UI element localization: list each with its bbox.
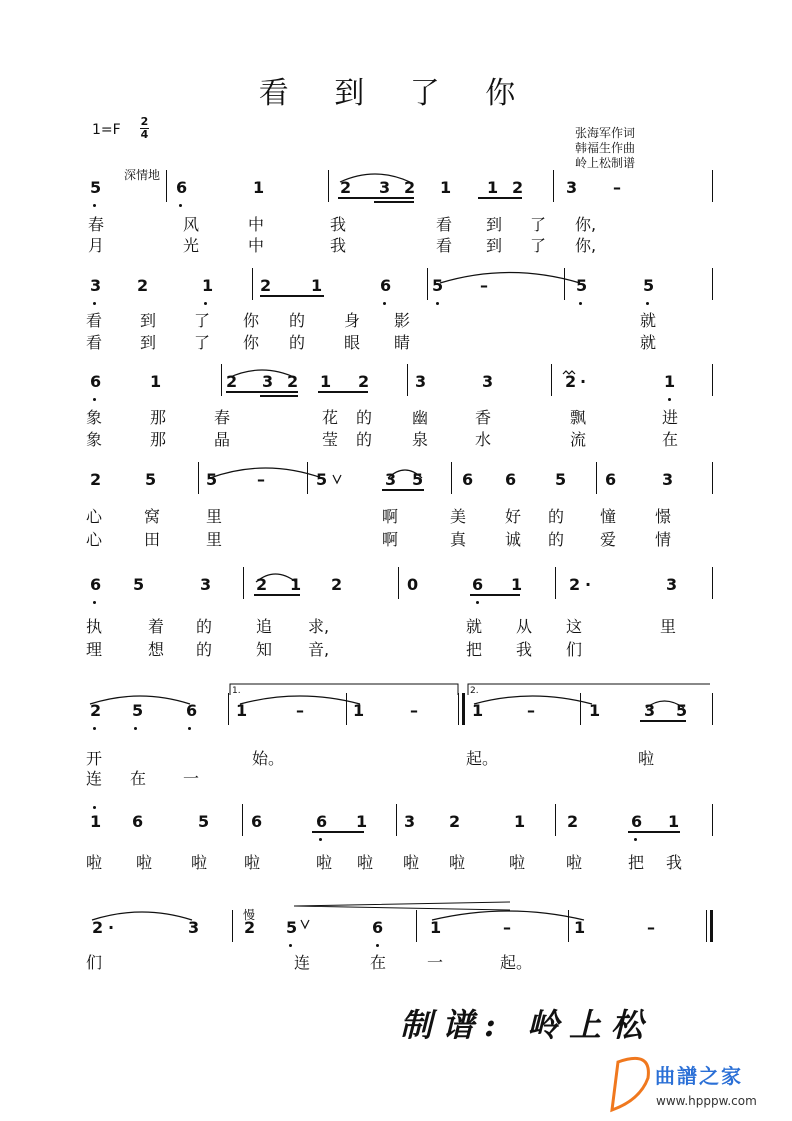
lyric-verse-2: 你,	[575, 236, 597, 255]
note: 3	[188, 918, 200, 937]
note: 6	[90, 575, 102, 594]
lyric-verse-2: 莹	[322, 430, 339, 449]
note: 6	[631, 812, 643, 831]
note: 5	[576, 276, 588, 295]
note: 3	[662, 470, 674, 489]
note: 6	[176, 178, 188, 197]
lyric-verse-1: 啦	[136, 853, 153, 872]
lyric-verse-2: 象	[86, 430, 103, 449]
lyric-verse-2: 里	[206, 530, 223, 549]
lyric-verse-1: 象	[86, 408, 103, 427]
lyric-verse-2: 把	[466, 640, 483, 659]
note: 5	[676, 701, 688, 720]
note: 5	[286, 918, 298, 937]
note: 1	[253, 178, 265, 197]
lyric-verse-1: 花	[322, 408, 339, 427]
note: 2	[137, 276, 149, 295]
note: 2	[90, 701, 102, 720]
lyric-verse-1: 啦	[403, 853, 420, 872]
lyric-verse-2: 流	[570, 430, 587, 449]
note: 1	[353, 701, 365, 720]
lyric-verse-1: 啦	[509, 853, 526, 872]
note: 1	[589, 701, 601, 720]
composer-credit: 韩福生作曲	[575, 141, 636, 155]
lyric-verse-1: 幽	[412, 408, 429, 427]
lyric-verse-2: 就	[640, 333, 657, 352]
note: 5	[643, 276, 655, 295]
note: –	[296, 701, 304, 720]
note: 1	[430, 918, 442, 937]
note: 1	[511, 575, 523, 594]
note: –	[613, 178, 621, 197]
note: 6	[316, 812, 328, 831]
lyric-verse-2: 知	[256, 640, 273, 659]
lyric-verse-2: 月	[88, 236, 105, 255]
note: 1	[668, 812, 680, 831]
note: 1	[150, 372, 162, 391]
lyric-verse-2: 情	[655, 530, 672, 549]
tempo-marking: 深情地	[124, 168, 161, 182]
note: –	[503, 918, 511, 937]
lyric-verse-2: 我	[330, 236, 347, 255]
lyric-verse-2: 在	[130, 769, 147, 788]
lyric-verse-1: 啦	[86, 853, 103, 872]
note: 6	[472, 575, 484, 594]
lyric-verse-2: 的	[356, 430, 373, 449]
lyric-verse-2: 晶	[214, 430, 231, 449]
lyric-verse-2: 一	[183, 769, 200, 788]
lyric-verse-1: 春	[88, 215, 105, 234]
lyric-verse-1: 把	[628, 853, 645, 872]
note: 2	[449, 812, 461, 831]
note: 6	[380, 276, 392, 295]
note: ·	[108, 918, 115, 937]
lyric-verse-2: 你	[243, 333, 260, 352]
lyric-verse-1: 窝	[144, 507, 161, 526]
note: 3	[379, 178, 391, 197]
lyric-verse-2: 水	[475, 430, 492, 449]
lyric-verse-2: 们	[566, 640, 583, 659]
lyric-verse-1: 中	[248, 215, 265, 234]
lyric-verse-1: 这	[566, 617, 583, 636]
lyric-verse-2: 看	[436, 236, 453, 255]
note: 1	[90, 812, 102, 831]
note: 2	[512, 178, 524, 197]
note: 3	[566, 178, 578, 197]
note: 2	[331, 575, 343, 594]
lyric-verse-2: 田	[144, 530, 161, 549]
lyric-verse-1: 始。	[252, 749, 285, 768]
lyric-verse-2: 泉	[412, 430, 429, 449]
note: 6	[605, 470, 617, 489]
lyric-verse-1: 起。	[500, 953, 533, 972]
note: 1	[574, 918, 586, 937]
lyric-verse-2: 睛	[394, 333, 411, 352]
lyric-verse-2: 的	[548, 530, 565, 549]
lyric-verse-2: 看	[86, 333, 103, 352]
note: 2	[256, 575, 268, 594]
lyric-verse-1: 啦	[638, 749, 655, 768]
lyric-verse-1: 了	[194, 311, 211, 330]
lyric-verse-1: 我	[666, 853, 683, 872]
volta-1-label: 1.	[232, 686, 241, 696]
note: 1	[514, 812, 526, 831]
lyric-verse-1: 啦	[566, 853, 583, 872]
note: 2	[90, 470, 102, 489]
note: ·	[580, 372, 587, 391]
lyric-verse-2: 真	[450, 530, 467, 549]
note: 1	[356, 812, 368, 831]
note: 1	[487, 178, 499, 197]
note: 1	[290, 575, 302, 594]
lyric-verse-2: 啊	[382, 530, 399, 549]
note: 3	[404, 812, 416, 831]
lyric-verse-1: 憬	[655, 507, 672, 526]
lyric-verse-2: 了	[194, 333, 211, 352]
lyric-verse-1: 在	[370, 953, 387, 972]
lyric-verse-1: 一	[427, 953, 444, 972]
lyric-verse-1: 心	[86, 507, 103, 526]
note: 2	[565, 372, 577, 391]
note: 1	[202, 276, 214, 295]
note: –	[480, 276, 488, 295]
note: 3	[385, 470, 397, 489]
note: 1	[472, 701, 484, 720]
lyric-verse-1: 啦	[244, 853, 261, 872]
note: 5	[555, 470, 567, 489]
note: 2	[260, 276, 272, 295]
note: 5	[133, 575, 145, 594]
note: 5	[132, 701, 144, 720]
lyric-verse-1: 好	[505, 507, 522, 526]
note: –	[647, 918, 655, 937]
note: 3	[262, 372, 274, 391]
lyric-verse-1: 到	[140, 311, 157, 330]
lyric-verse-1: 啦	[191, 853, 208, 872]
lyric-verse-2: 了	[530, 236, 547, 255]
lyric-verse-1: 的	[289, 311, 306, 330]
lyric-verse-1: 身	[344, 311, 361, 330]
note: 3	[415, 372, 427, 391]
lyric-verse-2: 光	[183, 236, 200, 255]
note: 6	[186, 701, 198, 720]
lyric-verse-1: 那	[150, 408, 167, 427]
note: 2	[567, 812, 579, 831]
note: ·	[585, 575, 592, 594]
lyric-verse-2: 在	[662, 430, 679, 449]
lyric-verse-1: 你	[243, 311, 260, 330]
note: –	[527, 701, 535, 720]
note: 2	[569, 575, 581, 594]
lyric-verse-1: 啦	[316, 853, 333, 872]
note: 5	[206, 470, 218, 489]
lyric-verse-2: 连	[86, 769, 103, 788]
note: 1	[440, 178, 452, 197]
lyric-verse-1: 们	[86, 953, 103, 972]
note: 5	[432, 276, 444, 295]
note: 2	[287, 372, 299, 391]
note: 5	[145, 470, 157, 489]
lyric-verse-1: 执	[86, 617, 103, 636]
lyric-verse-1: 看	[86, 311, 103, 330]
lyric-verse-1: 啦	[449, 853, 466, 872]
note: 2	[358, 372, 370, 391]
lyric-verse-1: 美	[450, 507, 467, 526]
note: 0	[407, 575, 419, 594]
transcriber-credit: 岭上松制谱	[575, 156, 636, 170]
lyric-verse-1: 影	[394, 311, 411, 330]
lyric-verse-1: 憧	[600, 507, 617, 526]
lyric-verse-1: 了	[530, 215, 547, 234]
lyric-verse-1: 啊	[382, 507, 399, 526]
note: 3	[90, 276, 102, 295]
lyric-verse-1: 里	[660, 617, 677, 636]
lyric-verse-1: 的	[196, 617, 213, 636]
lyric-verse-1: 的	[356, 408, 373, 427]
note: 1	[311, 276, 323, 295]
note: 3	[200, 575, 212, 594]
lyric-verse-1: 的	[548, 507, 565, 526]
note: 1	[236, 701, 248, 720]
lyric-verse-1: 连	[294, 953, 311, 972]
note: 6	[372, 918, 384, 937]
lyric-verse-1: 香	[475, 408, 492, 427]
note: 5	[90, 178, 102, 197]
note: 6	[132, 812, 144, 831]
note: 2	[92, 918, 104, 937]
site-url[interactable]: www.hpppw.com	[656, 1094, 757, 1108]
note: 3	[666, 575, 678, 594]
lyric-verse-2: 心	[86, 530, 103, 549]
lyric-verse-1: 看	[436, 215, 453, 234]
note: –	[257, 470, 265, 489]
key-signature: 1=F	[92, 122, 121, 138]
volta-2-label: 2.	[470, 686, 479, 696]
song-title: 看 到 了 你	[258, 76, 534, 111]
note: 5	[316, 470, 328, 489]
lyric-verse-2: 中	[248, 236, 265, 255]
lyric-verse-2: 到	[486, 236, 503, 255]
note: 6	[90, 372, 102, 391]
lyric-verse-1: 你,	[575, 215, 597, 234]
slow-marking: 慢	[243, 908, 256, 922]
lyric-verse-1: 进	[662, 408, 679, 427]
lyric-verse-2: 我	[516, 640, 533, 659]
lyric-verse-1: 飘	[570, 408, 587, 427]
note: 6	[251, 812, 263, 831]
note: 2	[404, 178, 416, 197]
site-logo-text: 曲譜之家	[655, 1064, 743, 1088]
note: 2	[226, 372, 238, 391]
lyric-verse-2: 的	[196, 640, 213, 659]
lyric-verse-2: 想	[148, 640, 165, 659]
time-signature: 2 4	[140, 115, 149, 141]
lyric-verse-1: 求,	[308, 617, 330, 636]
lyric-verse-1: 到	[486, 215, 503, 234]
lyric-verse-1: 着	[148, 617, 165, 636]
note: 1	[320, 372, 332, 391]
note: 2	[340, 178, 352, 197]
lyric-verse-2: 那	[150, 430, 167, 449]
lyric-verse-2: 理	[86, 640, 103, 659]
lyric-verse-1: 春	[214, 408, 231, 427]
note: –	[410, 701, 418, 720]
lyric-verse-1: 就	[640, 311, 657, 330]
note: 3	[644, 701, 656, 720]
lyric-verse-1: 里	[206, 507, 223, 526]
lyric-verse-1: 开	[86, 749, 103, 768]
note: 1	[664, 372, 676, 391]
note: 6	[505, 470, 517, 489]
lyric-verse-2: 眼	[344, 333, 361, 352]
lyric-verse-2: 音,	[308, 640, 330, 659]
lyric-verse-1: 就	[466, 617, 483, 636]
note: 5	[198, 812, 210, 831]
lyric-verse-1: 我	[330, 215, 347, 234]
lyric-verse-1: 啦	[357, 853, 374, 872]
note: 6	[462, 470, 474, 489]
lyric-verse-2: 的	[289, 333, 306, 352]
lyric-verse-1: 从	[516, 617, 533, 636]
note: 2	[244, 918, 256, 937]
lyric-verse-1: 起。	[466, 749, 499, 768]
lyric-verse-1: 风	[183, 215, 200, 234]
lyric-verse-2: 诚	[505, 530, 522, 549]
lyricist-credit: 张海军作词	[575, 126, 636, 140]
lyric-verse-2: 爱	[600, 530, 617, 549]
note: 5	[412, 470, 424, 489]
note: 3	[482, 372, 494, 391]
lyric-verse-2: 到	[140, 333, 157, 352]
transcriber-signature: 制谱: 岭上松	[400, 1006, 653, 1044]
lyric-verse-1: 追	[256, 617, 273, 636]
